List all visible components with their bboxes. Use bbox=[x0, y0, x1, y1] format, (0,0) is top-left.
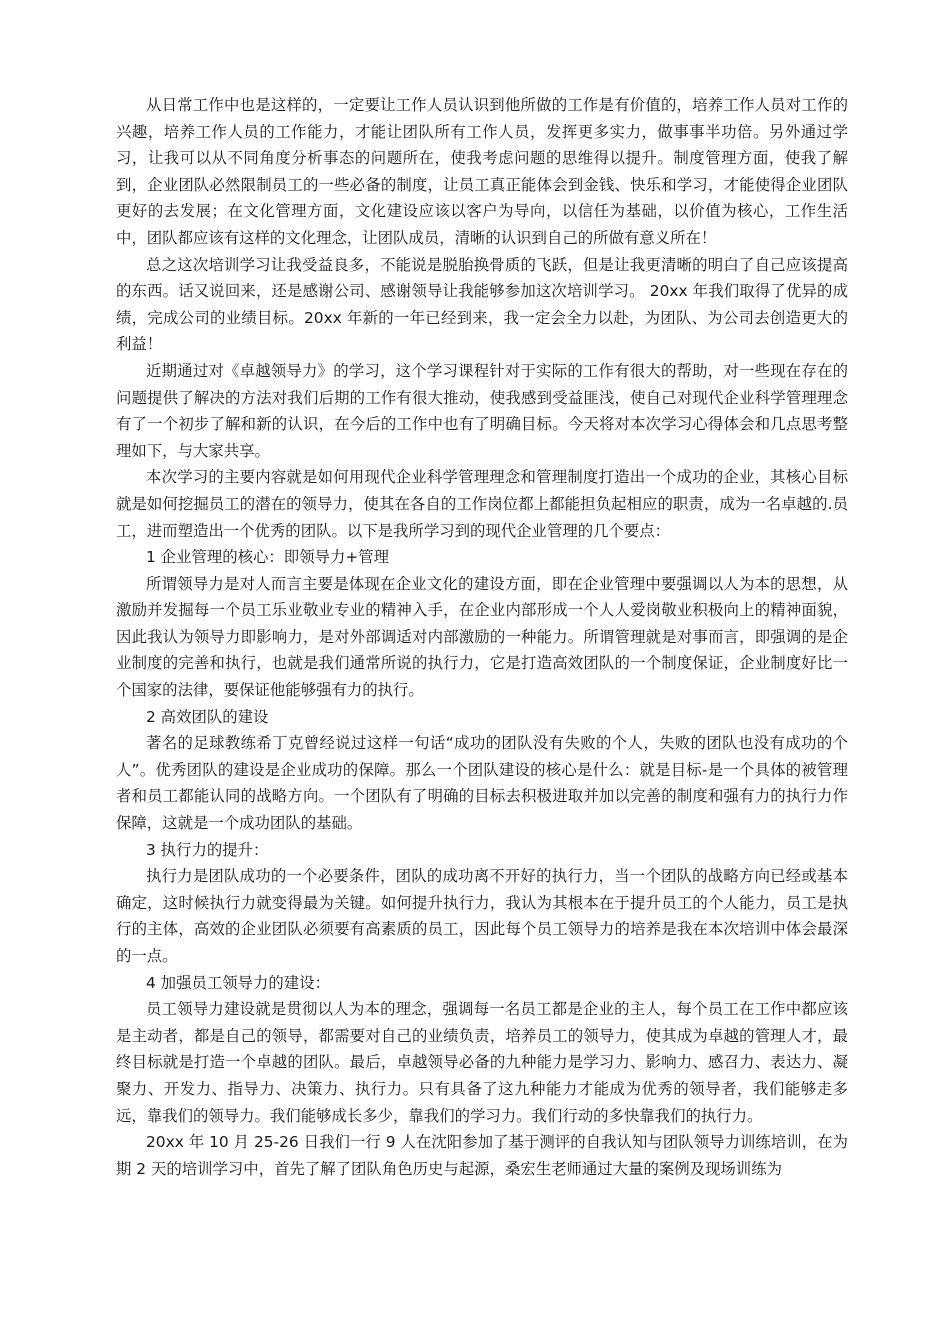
heading-management-core: 1 企业管理的核心：即领导力+管理 bbox=[146, 548, 390, 567]
paragraph-training-event: 20xx 年 10 月 25-26 日我们一行 9 人在沈阳参加了基于测评的自我认知与团队领导力训练培训，在为期 2 天的培训学习中，首先了解了团队角色历史与起源，桑宏生老师通过大量的案例及现场训练为 bbox=[116, 1133, 848, 1178]
paragraph-summary: 总之这次培训学习让我受益良多，不能说是脱胎换骨质的飞跃，但是让我更清晰的明白了自己应该提高的东西。话又说回来，还是感谢公司、感谢领导让我能够参加这次培训学习。 20xx 年我们取得了优异的成绩，完成公司的业绩目标。20xx 年新的一年已经到来，我一定会全力以赴，为团队、为公司去创造更大的利益！ bbox=[116, 255, 848, 354]
paragraph-leadership-definition: 所谓领导力是对人而言主要是体现在企业文化的建设方面，即在企业管理中要强调以人为本的思想，从激励并发掘每一个员工乐业敬业专业的精神入手，在企业内部形成一个人人爱岗敬业积极向上的精神面貌，因此我认为领导力即影响力，是对外部调适对内部激励的一种能力。所谓管理就是对事而言，即强调的是企业制度的完善和执行，也就是我们通常所说的执行力，它是打造高效团队的一个制度保证，企业制度好比一个国家的法律，要保证他能够强有力的执行。 bbox=[116, 574, 848, 700]
heading-execution: 3 执行力的提升： bbox=[146, 840, 269, 859]
heading-employee-leadership: 4 加强员工领导力的建设： bbox=[146, 973, 330, 992]
paragraph-execution: 执行力是团队成功的一个必要条件，团队的成功离不开好的执行力，当一个团队的战略方向已经或基本确定，这时候执行力就变得最为关键。如何提升执行力，我认为其根本在于提升员工的个人能力，员工是执行的主体，高效的企业团队必须要有高素质的员工，因此每个员工领导力的培养是我在本次培训中体会最深的一点。 bbox=[116, 867, 848, 965]
paragraph-leadership-course: 近期通过对《卓越领导力》的学习，这个学习课程针对于实际的工作有很大的帮助，对一些现在存在的问题提供了解决的方法对我们后期的工作有很大推动，使我感到受益匪浅，使自己对现代企业科学管理理念有了一个初步了解和新的认识，在今后的工作中也有了明确目标。今天将对本次学习心得体会和几点思考整理如下，与大家共享。 bbox=[116, 361, 848, 460]
paragraph-team-building: 著名的足球教练希丁克曾经说过这样一句话“成功的团队没有失败的个人，失败的团队也没有成功的个人”。优秀团队的建设是企业成功的保障。那么一个团队建设的核心是什么：就是目标-是一个具体的被管理者和员工都能认同的战略方向。一个团队有了明确的目标去积极进取并加以完善的制度和强有力的执行力作保障，这就是一个成功团队的基础。 bbox=[116, 734, 848, 833]
paragraph-daily-work: 从日常工作中也是这样的，一定要让工作人员认识到他所做的工作是有价值的，培养工作人员对工作的兴趣，培养工作人员的工作能力，才能让团队所有工作人员，发挥更多实力，做事事半功倍。另外通过学习，让我可以从不同角度分析事态的问题所在，使我考虑问题的思维得以提升。制度管理方面，使我了解到，企业团队必然限制员工的一些必备的制度，让员工真正能体会到金钱、快乐和学习，才能使得企业团队更好的去发展；在文化管理方面，文化建设应该以客户为导向，以信任为基础，以价值为核心，工作生活中，团队都应该有这样的文化理念，让团队成员，清晰的认识到自己的所做有意义所在！ bbox=[116, 96, 848, 247]
paragraph-main-content: 本次学习的主要内容就是如何用现代企业科学管理理念和管理制度打造出一个成功的企业，其核心目标就是如何挖掘员工的潜在的领导力，使其在各自的工作岗位都上都能担负起相应的职责，成为一名卓越的.员工，进而塑造出一个优秀的团队。以下是我所学习到的现代企业管理的几个要点： bbox=[116, 468, 848, 540]
document-page bbox=[116, 92, 848, 1182]
paragraph-employee-leadership: 员工领导力建设就是贯彻以人为本的理念，强调每一名员工都是企业的主人，每个员工在工作中都应该是主动者，都是自己的领导，都需要对自己的业绩负责，培养员工的领导力，使其成为卓越的管理人才，最终目标就是打造一个卓越的团队。最后，卓越领导必备的九种能力是学习力、影响力、感召力、表达力、凝聚力、开发力、指导力、决策力、执行力。只有具备了这九种能力才能成为优秀的领导者，我们能够走多远，靠我们的领导力。我们能够成长多少，靠我们的学习力。我们行动的多快靠我们的执行力。 bbox=[116, 1000, 848, 1125]
heading-team-building: 2 高效团队的建设 bbox=[146, 707, 269, 726]
